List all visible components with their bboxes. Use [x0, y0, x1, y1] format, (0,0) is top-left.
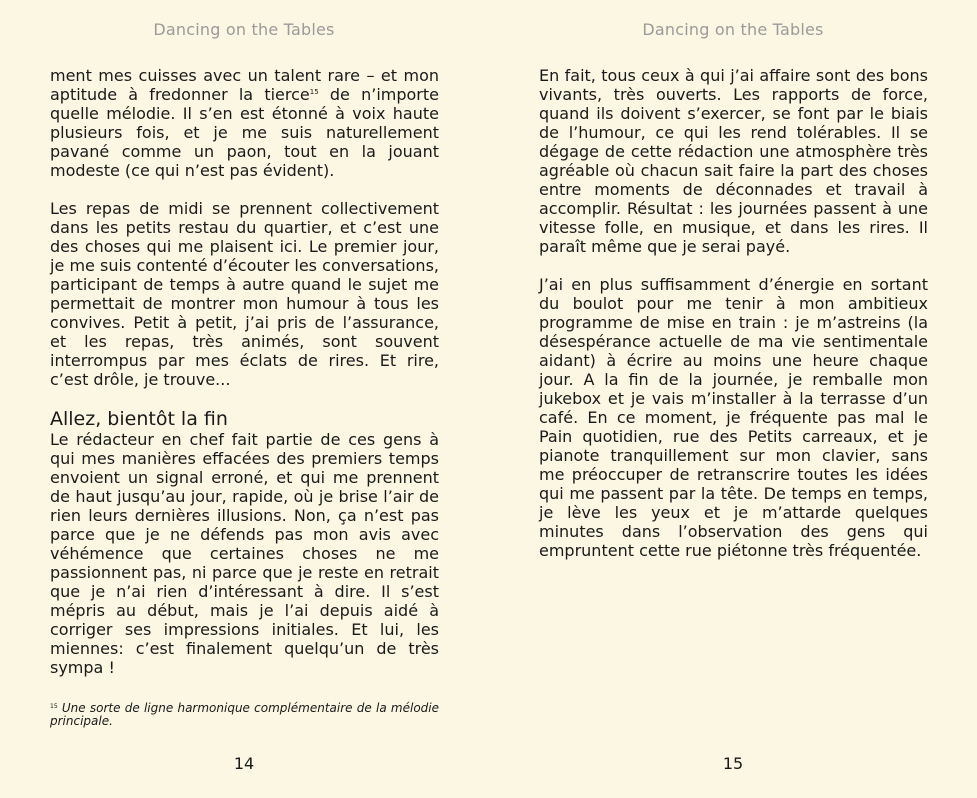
- page-number: 14: [233, 754, 255, 773]
- footnote-number: 15: [50, 703, 58, 710]
- paragraph: Les repas de midi se prennent collectivement dans les petits restau du quartier, et c’est une des choses qui me plaisent ici. Le premier jour, je me suis contenté d’écouter les conversations, participant de temps à autre quand le sujet me permettait de montrer mon humour à tous les convives. Petit à petit, j’ai pris de l’assurance, et les repas, très animés, sont souvent interrompus par mes éclats de rires. Et rire, c’est drôle, je trouve...: [50, 199, 439, 389]
- footnote-reference: 15: [309, 88, 319, 96]
- right-page: [489, 0, 977, 798]
- left-page: [0, 0, 488, 798]
- paragraph: Le rédacteur en chef fait partie de ces gens à qui mes manières effacées des premiers temps envoient un signal erroné, et qui me prennent de haut jusqu’au jour, rapide, où je brise l’air de rien leurs dernières illusions. Non, ça n’est pas parce que je ne défends pas mon avis avec véhémence que certaines choses ne me passionnent pas, ni parce que je reste en retrait que je n’ai rien d’intéressant à dire. Il s’est mépris au début, mais je l’ai depuis aidé à corriger ses impressions initiales. Et lui, les miennes: c’est finalement quelqu’un de très sympa !: [50, 430, 439, 677]
- page-number: 15: [722, 754, 744, 773]
- paragraph-text: de n’importe quelle mélodie. Il s’en est étonné à voix haute plusieurs fois, et je me suis naturellement pavané comme un paon, tout en la jouant modeste (ce qui n’est pas évident).: [50, 85, 439, 180]
- body-text: [50, 66, 439, 677]
- body-text: [539, 66, 928, 579]
- paragraph-text: ment mes cuisses avec un talent rare – et mon aptitude à fredonner la tierce: [50, 66, 439, 104]
- footnote-text: Une sorte de ligne harmonique complémentaire de la mélodie principale.: [50, 701, 439, 728]
- paragraph: J’ai en plus suffisamment d’énergie en sortant du boulot pour me tenir à mon ambitieux programme de mise en train : je m’astreins (la désespérance actuelle de ma vie sentimentale aidant) à écrire au moins une heure chaque jour. A la fin de la journée, je remballe mon jukebox et je vais m’installer à la terrasse d’un café. En ce moment, je fréquente pas mal le Pain quotidien, rue des Petits carreaux, et je pianote tranquillement sur mon clavier, sans me préoccuper de retranscrire toutes les idées qui me passent par la tête. De temps en temps, je lève les yeux et je m’attarde quelques minutes dans l’observation des gens qui empruntent cette rue piétonne très fréquentée.: [539, 275, 928, 560]
- paragraph: [50, 66, 439, 180]
- running-head: Dancing on the Tables: [642, 20, 824, 39]
- running-head: Dancing on the Tables: [153, 20, 335, 39]
- paragraph: En fait, tous ceux à qui j’ai affaire sont des bons vivants, très ouverts. Les rapports de force, quand ils doivent s’exercer, se font par le biais de l’humour, ce qui les rend tolérables. Il se dégage de cette rédaction une atmosphère très agréable où chacun sait faire la part des choses entre moments de déconnades et travail à accomplir. Résultat : les journées passent à une vitesse folle, en musique, et dans les rires. Il paraît même que je serai payé.: [539, 66, 928, 256]
- section-heading: Allez, bientôt la fin: [50, 408, 228, 430]
- footnote: [50, 702, 439, 728]
